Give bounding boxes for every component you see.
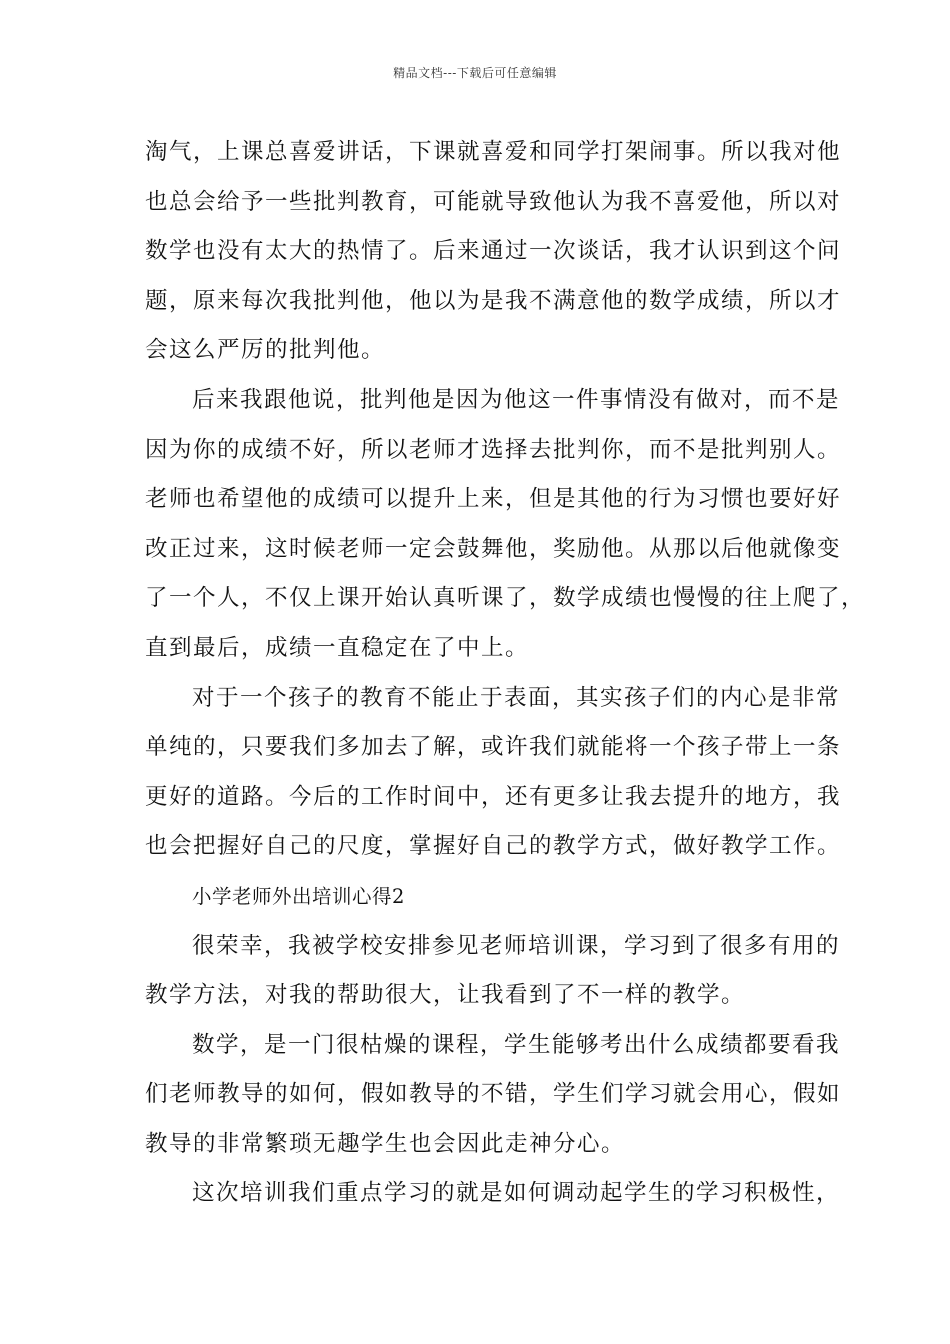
paragraph-first-line: 对于一个孩子的教育不能止于表面，其实孩子们的内心是非常 — [192, 684, 841, 711]
text-line: 会这么严厉的批判他。 — [145, 337, 386, 364]
paragraph-first-line: 后来我跟他说，批判他是因为他这一件事情没有做对，而不是 — [192, 386, 841, 413]
text-line: 也会把握好自己的尺度，掌握好自己的教学方式，做好教学工作。 — [145, 833, 842, 860]
document-body — [145, 128, 866, 1219]
text-line: 改正过来，这时候老师一定会鼓舞他，奖励他。从那以后他就像变 — [145, 535, 842, 562]
text-line: 单纯的，只要我们多加去了解，或许我们就能将一个孩子带上一条 — [145, 734, 842, 761]
text-line: 了一个人，不仅上课开始认真听课了，数学成绩也慢慢的往上爬了， — [145, 585, 866, 612]
section-heading: 小学老师外出培训心得2 — [192, 884, 405, 908]
text-line: 直到最后，成绩一直稳定在了中上。 — [145, 634, 530, 661]
text-line: 淘气，上课总喜爱讲话，下课就喜爱和同学打架闹事。所以我对他 — [145, 139, 842, 165]
text-line: 教导的非常繁琐无趣学生也会因此走神分心。 — [145, 1130, 626, 1157]
text-line: 老师也希望他的成绩可以提升上来，但是其他的行为习惯也要好好 — [145, 486, 842, 513]
paragraph-first-line: 这次培训我们重点学习的就是如何调动起学生的学习积极性， — [192, 1180, 841, 1207]
text-line: 教学方法，对我的帮助很大，让我看到了不一样的教学。 — [145, 982, 746, 1009]
text-line: 因为你的成绩不好，所以老师才选择去批判你，而不是批判别人。 — [145, 436, 842, 463]
text-line: 也总会给予一些批判教育，可能就导致他认为我不喜爱他，所以对 — [145, 188, 842, 215]
text-line: 题，原来每次我批判他，他以为是我不满意他的数学成绩，所以才 — [145, 287, 842, 314]
text-line: 更好的道路。今后的工作时间中，还有更多让我去提升的地方，我 — [145, 783, 842, 810]
paragraph-first-line: 数学，是一门很枯燥的课程，学生能够考出什么成绩都要看我 — [192, 1031, 841, 1058]
text-line: 数学也没有太大的热情了。后来通过一次谈话，我才认识到这个问 — [145, 238, 842, 265]
text-line: 们老师教导的如何，假如教导的不错，学生们学习就会用心，假如 — [145, 1081, 842, 1108]
page-header: 精品文档---下载后可任意编辑 — [393, 66, 557, 80]
paragraph-first-line: 很荣幸，我被学校安排参见老师培训课，学习到了很多有用的 — [192, 932, 841, 959]
